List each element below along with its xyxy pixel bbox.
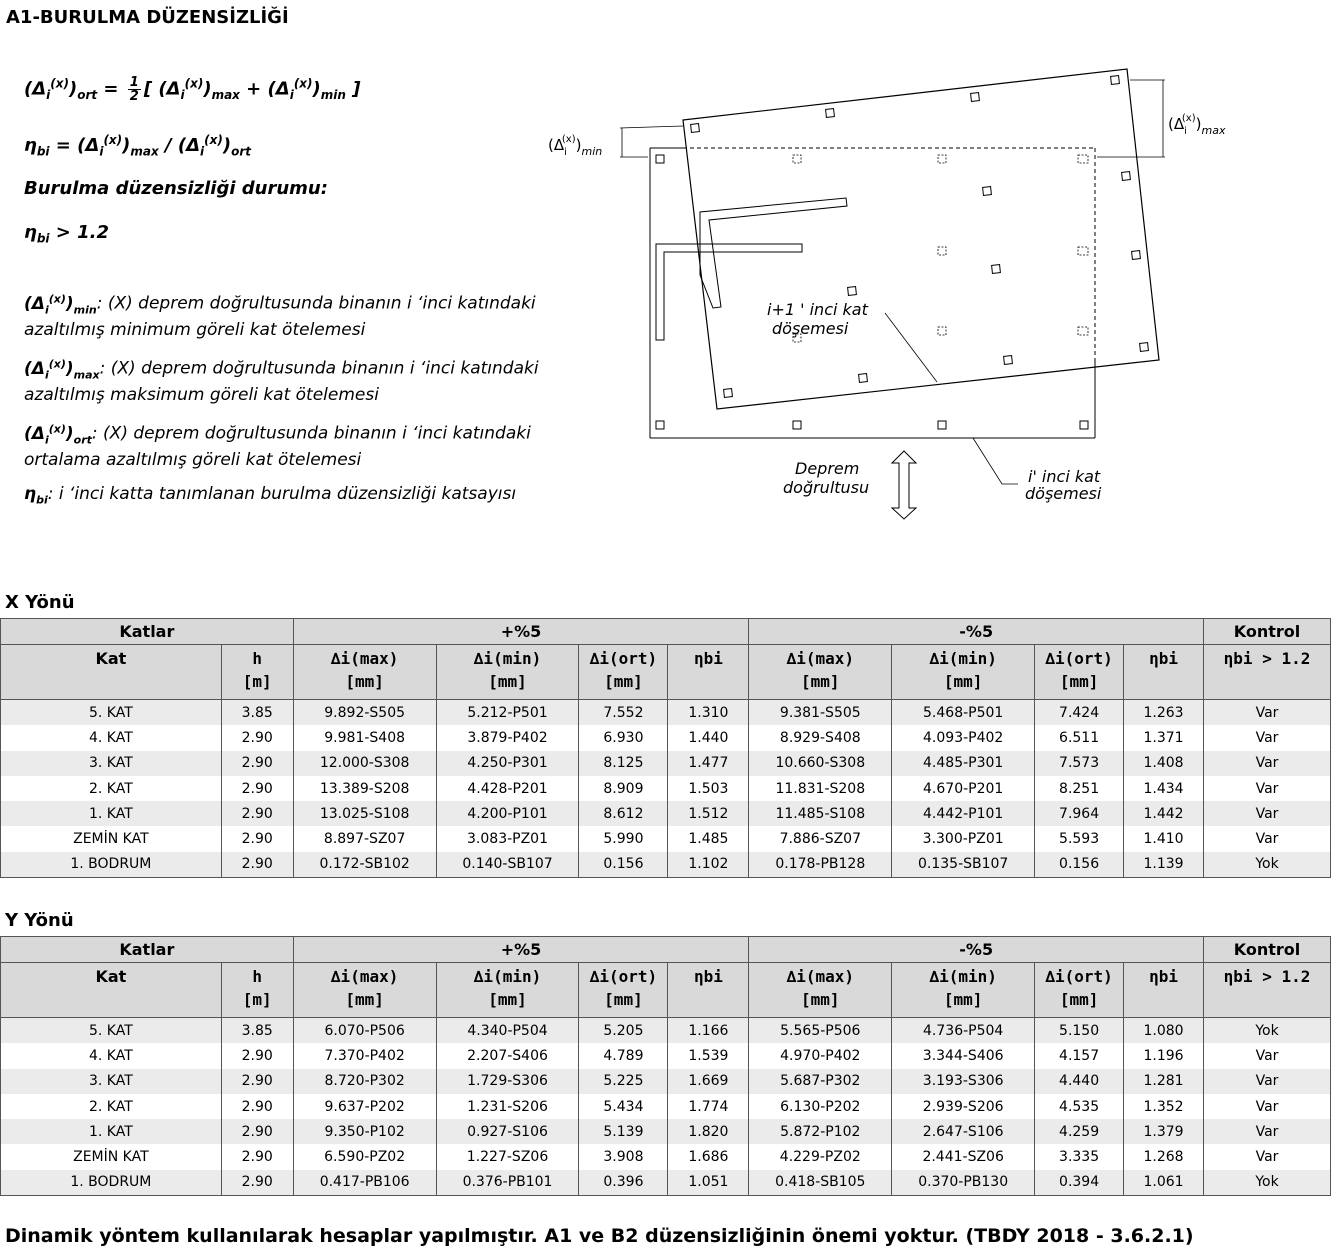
header-dmin: ∆i(min) xyxy=(436,963,579,991)
section-x-title: X Yönü xyxy=(5,592,75,613)
formula-average: $(\Delta_i^{(x)})_{ort}$ = $\frac{1}{2}$ [ $(\Delta_i^{(x)})_{max} + (\Delta_i^{(x)})_{min}$ ] xyxy=(24,75,361,104)
table-cell: 1.263 xyxy=(1124,700,1204,726)
formula-eta: $\eta_{bi} = (\Delta_i^{(x)})_{max} / (\Delta_i^{(x)})_{ort}$ xyxy=(24,133,251,159)
table-cell: 3.344-S406 xyxy=(892,1043,1035,1068)
table-cell: 1.539 xyxy=(668,1043,749,1068)
table-cell: 3.300-PZ01 xyxy=(892,826,1035,851)
max-label: $(\Delta_i(x))_{max}$ xyxy=(1168,113,1226,137)
table-cell: 3. KAT xyxy=(1,1069,222,1094)
table-cell: 9.350-P102 xyxy=(293,1119,436,1144)
table-cell: 5.468-P501 xyxy=(892,700,1035,726)
header-unit: [mm] xyxy=(436,990,579,1018)
header-unit: [mm] xyxy=(892,672,1035,700)
header-condition: ηbi > 1.2 xyxy=(1204,963,1331,991)
header-h-unit: [m] xyxy=(221,990,293,1018)
torsion-diagram xyxy=(540,60,1260,530)
table-cell: 1.820 xyxy=(668,1119,749,1144)
header-unit: [mm] xyxy=(293,672,436,700)
header-unit: [mm] xyxy=(749,672,892,700)
table-cell: 2. KAT xyxy=(1,1094,222,1119)
header-minus5: -%5 xyxy=(749,619,1204,645)
table-cell: 2.90 xyxy=(221,1119,293,1144)
table-cell: 3.908 xyxy=(579,1144,668,1169)
definition-max: $(\Delta_i^{(x)})_{max}$: (X) deprem doğrultusunda binanın i ‘inci katındaki azaltılmış maksimum göreli kat ötelemesi xyxy=(24,357,539,406)
table-cell: 5.593 xyxy=(1035,826,1124,851)
table-cell: 10.660-S308 xyxy=(749,751,892,776)
table-cell: 8.612 xyxy=(579,801,668,826)
table-cell: 7.424 xyxy=(1035,700,1124,726)
table-cell: 8.929-S408 xyxy=(749,725,892,750)
upper-floor-label-2: döşemesi xyxy=(772,319,849,338)
direction-label-1: Deprem xyxy=(795,459,860,478)
table-cell: 1. KAT xyxy=(1,801,222,826)
table-cell: 5.139 xyxy=(579,1119,668,1144)
header-dmax: ∆i(max) xyxy=(749,963,892,991)
table-cell: 1.051 xyxy=(668,1170,749,1196)
table-cell: 1.102 xyxy=(668,852,749,878)
table-cell: 1.379 xyxy=(1124,1119,1204,1144)
table-cell: 2.939-S206 xyxy=(892,1094,1035,1119)
table-cell: Var xyxy=(1204,1094,1331,1119)
table-cell: 3.193-S306 xyxy=(892,1069,1035,1094)
table-cell: 4.535 xyxy=(1035,1094,1124,1119)
table-cell: 4.670-P201 xyxy=(892,776,1035,801)
table-cell: 8.720-P302 xyxy=(293,1069,436,1094)
table-cell: 0.178-PB128 xyxy=(749,852,892,878)
table-cell: 1.729-S306 xyxy=(436,1069,579,1094)
table-row xyxy=(1,1119,1331,1144)
table-cell: Var xyxy=(1204,725,1331,750)
table-cell: 5.990 xyxy=(579,826,668,851)
table-cell: 3. KAT xyxy=(1,751,222,776)
table-cell: 6.590-PZ02 xyxy=(293,1144,436,1169)
table-cell: Var xyxy=(1204,1119,1331,1144)
lower-floor-leader xyxy=(973,438,1018,484)
table-cell: Var xyxy=(1204,826,1331,851)
table-cell: 13.389-S208 xyxy=(293,776,436,801)
header-condition: ηbi > 1.2 xyxy=(1204,645,1331,673)
table-cell: 4. KAT xyxy=(1,725,222,750)
header-kontrol: Kontrol xyxy=(1204,937,1331,963)
table-cell: 4.485-P301 xyxy=(892,751,1035,776)
table-cell: 4.789 xyxy=(579,1043,668,1068)
header-h: h xyxy=(221,963,293,991)
table-cell: 1.440 xyxy=(668,725,749,750)
table-cell: ZEMİN KAT xyxy=(1,1144,222,1169)
header-dort: ∆i(ort) xyxy=(1035,963,1124,991)
table-cell: 1.080 xyxy=(1124,1018,1204,1044)
table-cell: 11.831-S208 xyxy=(749,776,892,801)
table-cell: 3.85 xyxy=(221,700,293,726)
header-unit: [mm] xyxy=(579,672,668,700)
header-unit: [mm] xyxy=(892,990,1035,1018)
table-cell: 9.381-S505 xyxy=(749,700,892,726)
table-cell: 5. KAT xyxy=(1,1018,222,1044)
header-h: h xyxy=(221,645,293,673)
table-cell: 0.135-SB107 xyxy=(892,852,1035,878)
table-cell: 8.909 xyxy=(579,776,668,801)
table-cell: 1.408 xyxy=(1124,751,1204,776)
table-row xyxy=(1,1043,1331,1068)
table-cell: 2.647-S106 xyxy=(892,1119,1035,1144)
table-cell: 7.964 xyxy=(1035,801,1124,826)
table-cell: 5.225 xyxy=(579,1069,668,1094)
table-cell: 0.418-SB105 xyxy=(749,1170,892,1196)
table-cell: 5.212-P501 xyxy=(436,700,579,726)
table-cell: 4.250-P301 xyxy=(436,751,579,776)
table-cell: 13.025-S108 xyxy=(293,801,436,826)
table-row xyxy=(1,1069,1331,1094)
table-cell: 2.90 xyxy=(221,776,293,801)
condition-eta: $\eta_{bi} > 1.2$ xyxy=(24,222,110,246)
table-cell: 5.434 xyxy=(579,1094,668,1119)
header-dmax: ∆i(max) xyxy=(749,645,892,673)
table-cell: 0.376-PB101 xyxy=(436,1170,579,1196)
condition-heading: Burulma düzensizliği durumu: xyxy=(24,178,328,199)
header-plus5: +%5 xyxy=(293,619,749,645)
table-cell: Var xyxy=(1204,1144,1331,1169)
table-cell: 0.394 xyxy=(1035,1170,1124,1196)
table-cell: 1. BODRUM xyxy=(1,1170,222,1196)
table-row xyxy=(1,1170,1331,1196)
table-cell: Var xyxy=(1204,801,1331,826)
table-cell: 2.441-SZ06 xyxy=(892,1144,1035,1169)
table-cell: 1.227-SZ06 xyxy=(436,1144,579,1169)
table-cell: 1.139 xyxy=(1124,852,1204,878)
table-cell: 0.370-PB130 xyxy=(892,1170,1035,1196)
header-katlar: Katlar xyxy=(1,619,294,645)
min-label: $(\Delta_i(x))_{min}$ xyxy=(548,134,603,158)
table-cell: 4.440 xyxy=(1035,1069,1124,1094)
x-table-body xyxy=(1,700,1331,878)
table-cell: Var xyxy=(1204,751,1331,776)
table-cell: 12.000-S308 xyxy=(293,751,436,776)
lower-floor-label-2: döşemesi xyxy=(1025,484,1102,503)
lower-floor-slab xyxy=(650,148,1095,438)
header-unit: [mm] xyxy=(1035,672,1124,700)
table-cell: 1.310 xyxy=(668,700,749,726)
header-dmin: ∆i(min) xyxy=(892,963,1035,991)
table-row xyxy=(1,1018,1331,1044)
table-cell: 6.930 xyxy=(579,725,668,750)
header-dmin: ∆i(min) xyxy=(892,645,1035,673)
table-cell: 2.207-S406 xyxy=(436,1043,579,1068)
table-cell: Var xyxy=(1204,776,1331,801)
table-cell: 4.259 xyxy=(1035,1119,1124,1144)
definition-eta: $\eta_{bi}$: i ‘inci katta tanımlanan burulma düzensizliği katsayısı xyxy=(24,484,517,507)
table-cell: Var xyxy=(1204,1043,1331,1068)
table-cell: 8.897-SZ07 xyxy=(293,826,436,851)
section-y-title: Y Yönü xyxy=(5,910,74,931)
header-unit: [mm] xyxy=(579,990,668,1018)
table-row xyxy=(1,1144,1331,1169)
table-cell: 4.736-P504 xyxy=(892,1018,1035,1044)
upper-floor-leader xyxy=(885,313,937,382)
table-cell: 0.396 xyxy=(579,1170,668,1196)
table-row xyxy=(1,826,1331,851)
footer-note: Dinamik yöntem kullanılarak hesaplar yapılmıştır. A1 ve B2 düzensizliğinin önemi yoktur. (TBDY 2018 - 3.6.2.1) xyxy=(5,1225,1194,1247)
table-cell: 5.205 xyxy=(579,1018,668,1044)
table-cell: 1.231-S206 xyxy=(436,1094,579,1119)
header-h-unit: [m] xyxy=(221,672,293,700)
table-cell: 1.434 xyxy=(1124,776,1204,801)
table-cell: 2.90 xyxy=(221,1094,293,1119)
table-cell: 2.90 xyxy=(221,1069,293,1094)
table-cell: 0.172-SB102 xyxy=(293,852,436,878)
header-etabi: ηbi xyxy=(668,645,749,673)
table-cell: 3.85 xyxy=(221,1018,293,1044)
table-cell: 8.125 xyxy=(579,751,668,776)
definition-ort: $(\Delta_i^{(x)})_{ort}$: (X) deprem doğrultusunda binanın i ‘inci katındaki ortalama azaltılmış göreli kat ötelemesi xyxy=(24,422,531,471)
table-cell: 2.90 xyxy=(221,751,293,776)
header-unit: [mm] xyxy=(749,990,892,1018)
table-cell: 1.352 xyxy=(1124,1094,1204,1119)
table-cell: 1.371 xyxy=(1124,725,1204,750)
header-dort: ∆i(ort) xyxy=(1035,645,1124,673)
table-cell: 1.477 xyxy=(668,751,749,776)
header-minus5: -%5 xyxy=(749,937,1204,963)
y-direction-table xyxy=(0,936,1331,1196)
table-cell: 0.417-PB106 xyxy=(293,1170,436,1196)
table-cell: 1.196 xyxy=(1124,1043,1204,1068)
table-cell: 11.485-S108 xyxy=(749,801,892,826)
table-cell: 1.686 xyxy=(668,1144,749,1169)
header-kontrol: Kontrol xyxy=(1204,619,1331,645)
header-etabi: ηbi xyxy=(668,963,749,991)
table-cell: ZEMİN KAT xyxy=(1,826,222,851)
fraction-half: $\frac{1}{2}$ xyxy=(129,75,139,104)
table-cell: 2.90 xyxy=(221,725,293,750)
table-cell: 4.093-P402 xyxy=(892,725,1035,750)
header-unit: [mm] xyxy=(1035,990,1124,1018)
table-cell: 5. KAT xyxy=(1,700,222,726)
min-dimension xyxy=(620,126,683,157)
table-cell: 1.281 xyxy=(1124,1069,1204,1094)
table-cell: 3.083-PZ01 xyxy=(436,826,579,851)
table-cell: 4.428-P201 xyxy=(436,776,579,801)
table-cell: 4.229-PZ02 xyxy=(749,1144,892,1169)
table-cell: 5.872-P102 xyxy=(749,1119,892,1144)
table-cell: Var xyxy=(1204,1069,1331,1094)
table-cell: 2.90 xyxy=(221,1144,293,1169)
table-cell: Yok xyxy=(1204,1170,1331,1196)
table-cell: 0.927-S106 xyxy=(436,1119,579,1144)
table-cell: 7.370-P402 xyxy=(293,1043,436,1068)
table-cell: 6.130-P202 xyxy=(749,1094,892,1119)
table-row xyxy=(1,776,1331,801)
lower-columns xyxy=(656,155,1088,429)
table-cell: 0.140-SB107 xyxy=(436,852,579,878)
direction-label-2: doğrultusu xyxy=(783,478,870,497)
table-cell: 3.879-P402 xyxy=(436,725,579,750)
header-unit: [mm] xyxy=(293,990,436,1018)
y-table-body xyxy=(1,1018,1331,1196)
table-cell: 5.565-P506 xyxy=(749,1018,892,1044)
header-dmin: ∆i(min) xyxy=(436,645,579,673)
table-cell: 6.511 xyxy=(1035,725,1124,750)
table-cell: 4.200-P101 xyxy=(436,801,579,826)
table-row xyxy=(1,751,1331,776)
header-dmax: ∆i(max) xyxy=(293,645,436,673)
header-dmax: ∆i(max) xyxy=(293,963,436,991)
table-cell: 4.157 xyxy=(1035,1043,1124,1068)
table-cell: 1. BODRUM xyxy=(1,852,222,878)
upper-columns xyxy=(691,76,1149,398)
table-cell: 8.251 xyxy=(1035,776,1124,801)
direction-arrow-icon xyxy=(892,451,916,519)
table-cell: 6.070-P506 xyxy=(293,1018,436,1044)
table-cell: Yok xyxy=(1204,852,1331,878)
table-row xyxy=(1,801,1331,826)
table-cell: 2.90 xyxy=(221,826,293,851)
table-cell: 2.90 xyxy=(221,1170,293,1196)
table-cell: Var xyxy=(1204,700,1331,726)
table-cell: 1.774 xyxy=(668,1094,749,1119)
table-cell: 7.886-SZ07 xyxy=(749,826,892,851)
table-cell: 1.268 xyxy=(1124,1144,1204,1169)
table-cell: 7.552 xyxy=(579,700,668,726)
table-cell: 9.637-P202 xyxy=(293,1094,436,1119)
table-cell: 9.981-S408 xyxy=(293,725,436,750)
table-cell: 1. KAT xyxy=(1,1119,222,1144)
table-cell: 5.687-P302 xyxy=(749,1069,892,1094)
table-row xyxy=(1,700,1331,726)
table-cell: Yok xyxy=(1204,1018,1331,1044)
table-cell: 1.669 xyxy=(668,1069,749,1094)
table-cell: 0.156 xyxy=(579,852,668,878)
table-cell: 1.512 xyxy=(668,801,749,826)
upper-floor-slab xyxy=(683,69,1159,409)
table-cell: 2. KAT xyxy=(1,776,222,801)
table-cell: 1.061 xyxy=(1124,1170,1204,1196)
table-cell: 4.340-P504 xyxy=(436,1018,579,1044)
table-cell: 1.503 xyxy=(668,776,749,801)
table-cell: 0.156 xyxy=(1035,852,1124,878)
table-cell: 2.90 xyxy=(221,801,293,826)
header-dort: ∆i(ort) xyxy=(579,645,668,673)
header-dort: ∆i(ort) xyxy=(579,963,668,991)
table-cell: 5.150 xyxy=(1035,1018,1124,1044)
lower-floor-label-1: i' inci kat xyxy=(1028,467,1101,486)
header-kat: Kat xyxy=(1,645,222,673)
header-kat: Kat xyxy=(1,963,222,991)
table-cell: 1.485 xyxy=(668,826,749,851)
table-row xyxy=(1,1094,1331,1119)
table-row xyxy=(1,725,1331,750)
table-cell: 1.166 xyxy=(668,1018,749,1044)
table-row xyxy=(1,852,1331,878)
header-etabi: ηbi xyxy=(1124,645,1204,673)
table-cell: 4.970-P402 xyxy=(749,1043,892,1068)
table-cell: 2.90 xyxy=(221,852,293,878)
table-cell: 4.442-P101 xyxy=(892,801,1035,826)
header-katlar: Katlar xyxy=(1,937,294,963)
definition-min: $(\Delta_i^{(x)})_{min}$: (X) deprem doğrultusunda binanın i ‘inci katındaki azaltılmış minimum göreli kat ötelemesi xyxy=(24,292,536,341)
table-cell: 3.335 xyxy=(1035,1144,1124,1169)
table-cell: 1.442 xyxy=(1124,801,1204,826)
max-dimension xyxy=(1097,80,1165,157)
table-cell: 4. KAT xyxy=(1,1043,222,1068)
upper-floor-label-1: i+1 ' inci kat xyxy=(767,300,868,319)
table-cell: 9.892-S505 xyxy=(293,700,436,726)
table-cell: 7.573 xyxy=(1035,751,1124,776)
header-plus5: +%5 xyxy=(293,937,749,963)
table-cell: 2.90 xyxy=(221,1043,293,1068)
table-cell: 1.410 xyxy=(1124,826,1204,851)
header-unit: [mm] xyxy=(436,672,579,700)
page-title: A1-BURULMA DÜZENSİZLİĞİ xyxy=(6,7,289,28)
header-etabi: ηbi xyxy=(1124,963,1204,991)
x-direction-table xyxy=(0,618,1331,878)
